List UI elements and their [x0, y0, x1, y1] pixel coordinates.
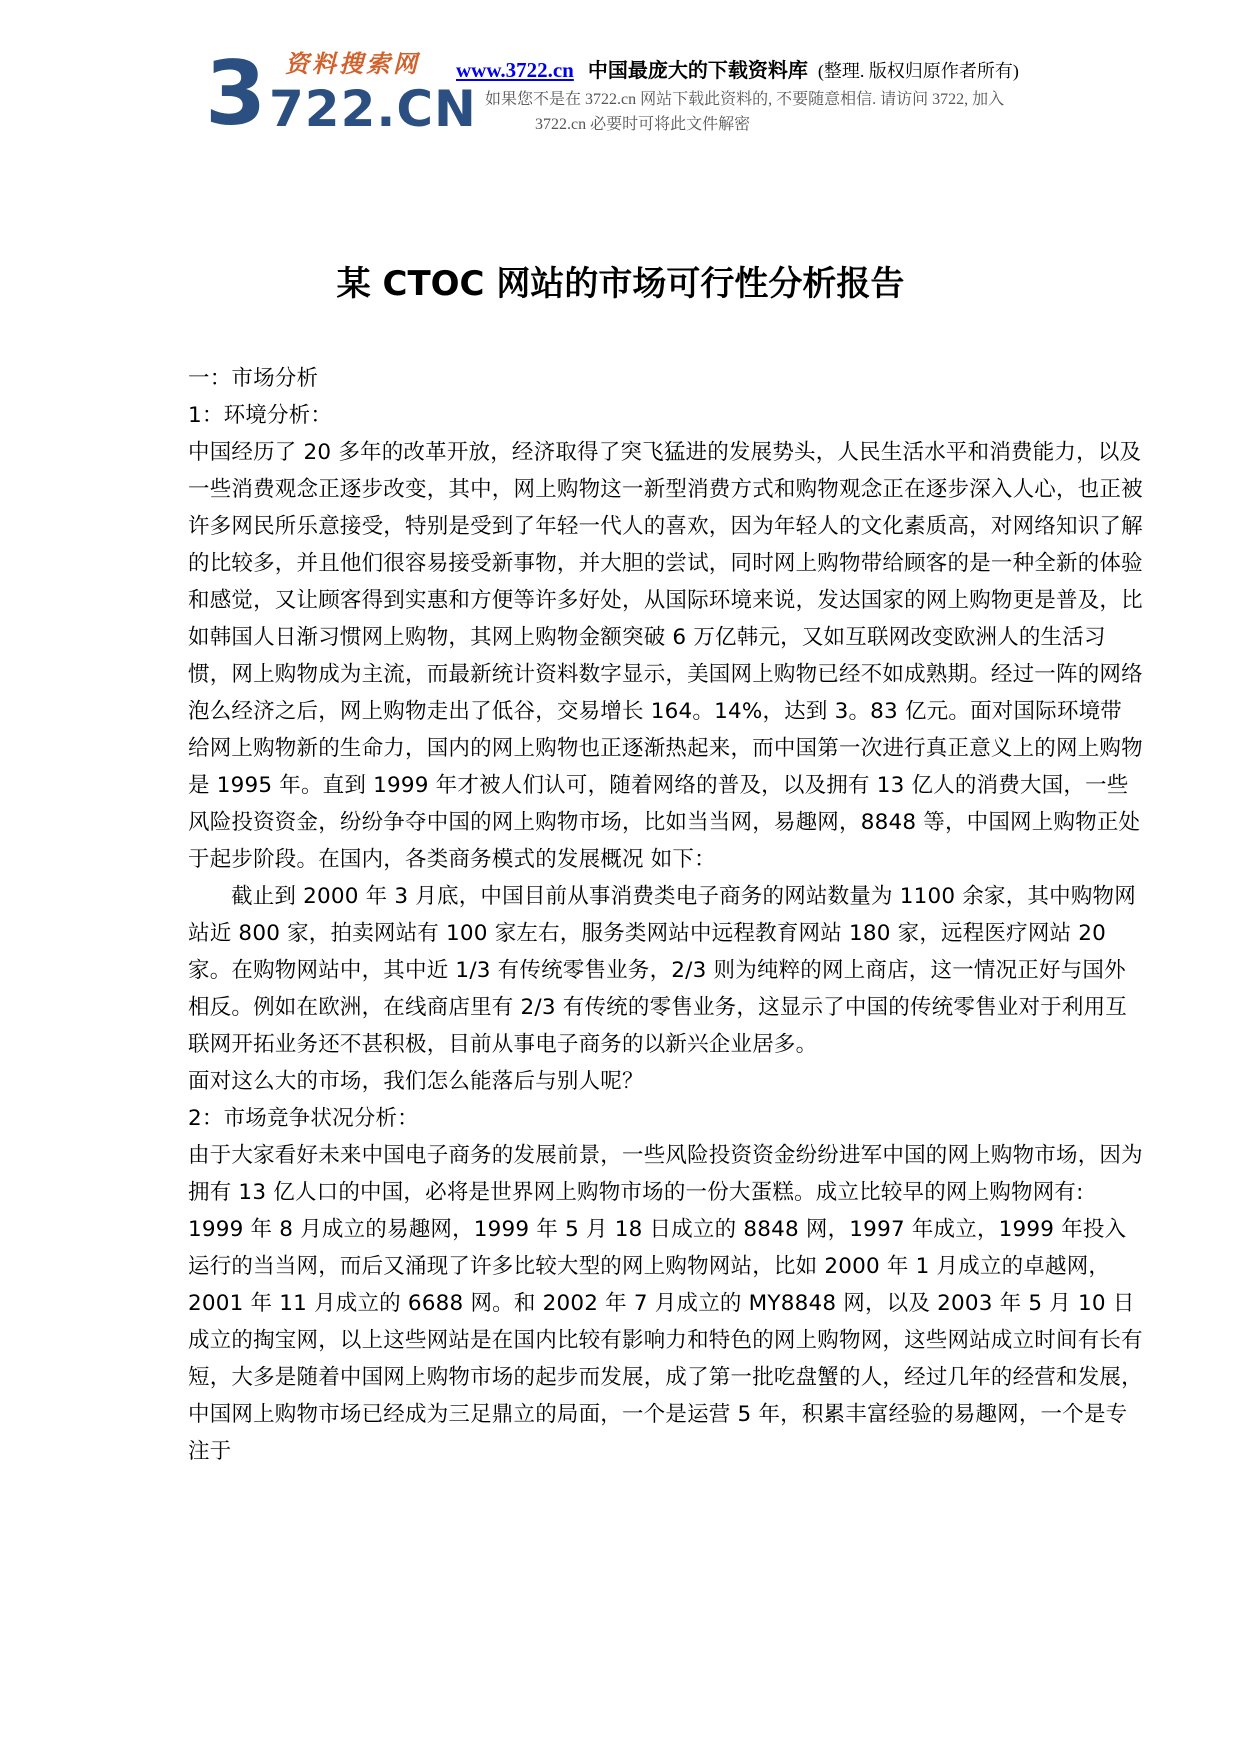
logo-domain: 722.CN — [269, 80, 477, 138]
header-notice-line-2: 3722.cn 必要时可将此文件解密 — [535, 116, 751, 133]
header-line-1 — [456, 54, 1019, 83]
site-logo — [205, 42, 477, 145]
site-url-link[interactable]: www.3722.cn — [456, 58, 574, 82]
subsection-heading: 1：环境分析： — [188, 403, 333, 428]
paragraph: 面对这么大的市场，我们怎么能落后与别人呢？ — [188, 1069, 644, 1094]
document-title: 某 CTOC 网站的市场可行性分析报告 — [336, 264, 905, 304]
subsection-heading: 2：市场竞争状况分析： — [188, 1106, 419, 1131]
logo-tagline: 资料搜索网 — [285, 49, 420, 78]
logo-numeral: 3 — [205, 42, 265, 145]
paragraph: 中国经历了 20 多年的改革开放，经济取得了突飞猛进的发展势头，人民生活水平和消费能力，以及一些消费观念正逐步改变，其中，网上购物这一新型消费方式和购物观念正在逐步深入人心，也正被许多网民所乐意接受，特别是受到了年轻一代人的喜欢，因为年轻人的文化素质高，对网络知识了解的比较多，并且他们很容易接受新事物，并大胆的尝试，同时网上购物带给顾客的是一种全新的体验和感觉，又让顾客得到实惠和方便等许多好处，从国际环境来说，发达国家的网上购物更是普及，比如韩国人日渐习惯网上购物，其网上购物金额突破 6 万亿韩元，又如互联网改变欧洲人的生活习惯，网上购物成为主流，而最新统计资料数字显示，美国网上购物已经不如成熟期。经过一阵的网络泡么经济之后，网上购物走出了低谷，交易增长 164。14%，达到 3。83 亿元。面对国际环境带给网上购物新的生命力，国内的网上购物也正逐渐热起来，而中国第一次进行真正意义上的网上购物是 1995 年。直到 1999 年才被人们认可，随着网络的普及，以及拥有 13 亿人的消费大国，一些风险投资资金，纷纷争夺中国的网上购物市场，比如当当网，易趣网，8848 等，中国网上购物正处于起步阶段。在国内，各类商务模式的发展概况 如下： — [188, 440, 1143, 872]
site-slogan: 中国最庞大的下载资料库 — [587, 58, 808, 82]
paragraph: 截止到 2000 年 3 月底，中国目前从事消费类电子商务的网站数量为 1100 余家，其中购物网站近 800 家，拍卖网站有 100 家左右，服务类网站中远程教育网站 180 家，远程医疗网站 20 家。在购物网站中，其中近 1/3 有传统零售业务，2/3 则为纯粹的网上商店，这一情况正好与国外相反。例如在欧洲，在线商店里有 2/3 有传统的零售业务，这显示了中国的传统零售业对于利用互联网开拓业务还不甚积极，目前从事电子商务的以新兴企业居多。 — [188, 884, 1136, 1057]
section-heading: 一：市场分析 — [188, 366, 319, 391]
header-notice-line-1: 如果您不是在 3722.cn 网站下载此资料的, 不要随意相信. 请访问 3722, 加入 — [485, 91, 1005, 108]
copyright-note: (整理. 版权归原作者所有) — [817, 61, 1019, 81]
document-body — [188, 360, 1143, 1470]
paragraph: 由于大家看好未来中国电子商务的发展前景，一些风险投资资金纷纷进军中国的网上购物市场，因为拥有 13 亿人口的中国，必将是世界网上购物市场的一份大蛋糕。成立比较早的网上购物网有: 1999 年 8 月成立的易趣网，1999 年 5 月 18 日成立的 8848 网，1997 年成立，1999 年投入运行的当当网，而后又涌现了许多比较大型的网上购物网站，比如 2000 年 1 月成立的卓越网，2001 年 11 月成立的 6688 网。和 2002 年 7 月成立的 MY8848 网，以及 2003 年 5 月 10 日成立的掏宝网，以上这些网站是在国内比较有影响力和特色的网上购物网，这些网站成立时间有长有短，大多是随着中国网上购物市场的起步而发展，成了第一批吃盘蟹的人，经过几年的经营和发展，中国网上购物市场已经成为三足鼎立的局面，一个是运营 5 年，积累丰富经验的易趣网，一个是专注于 — [188, 1143, 1143, 1464]
site-header — [205, 42, 1205, 148]
